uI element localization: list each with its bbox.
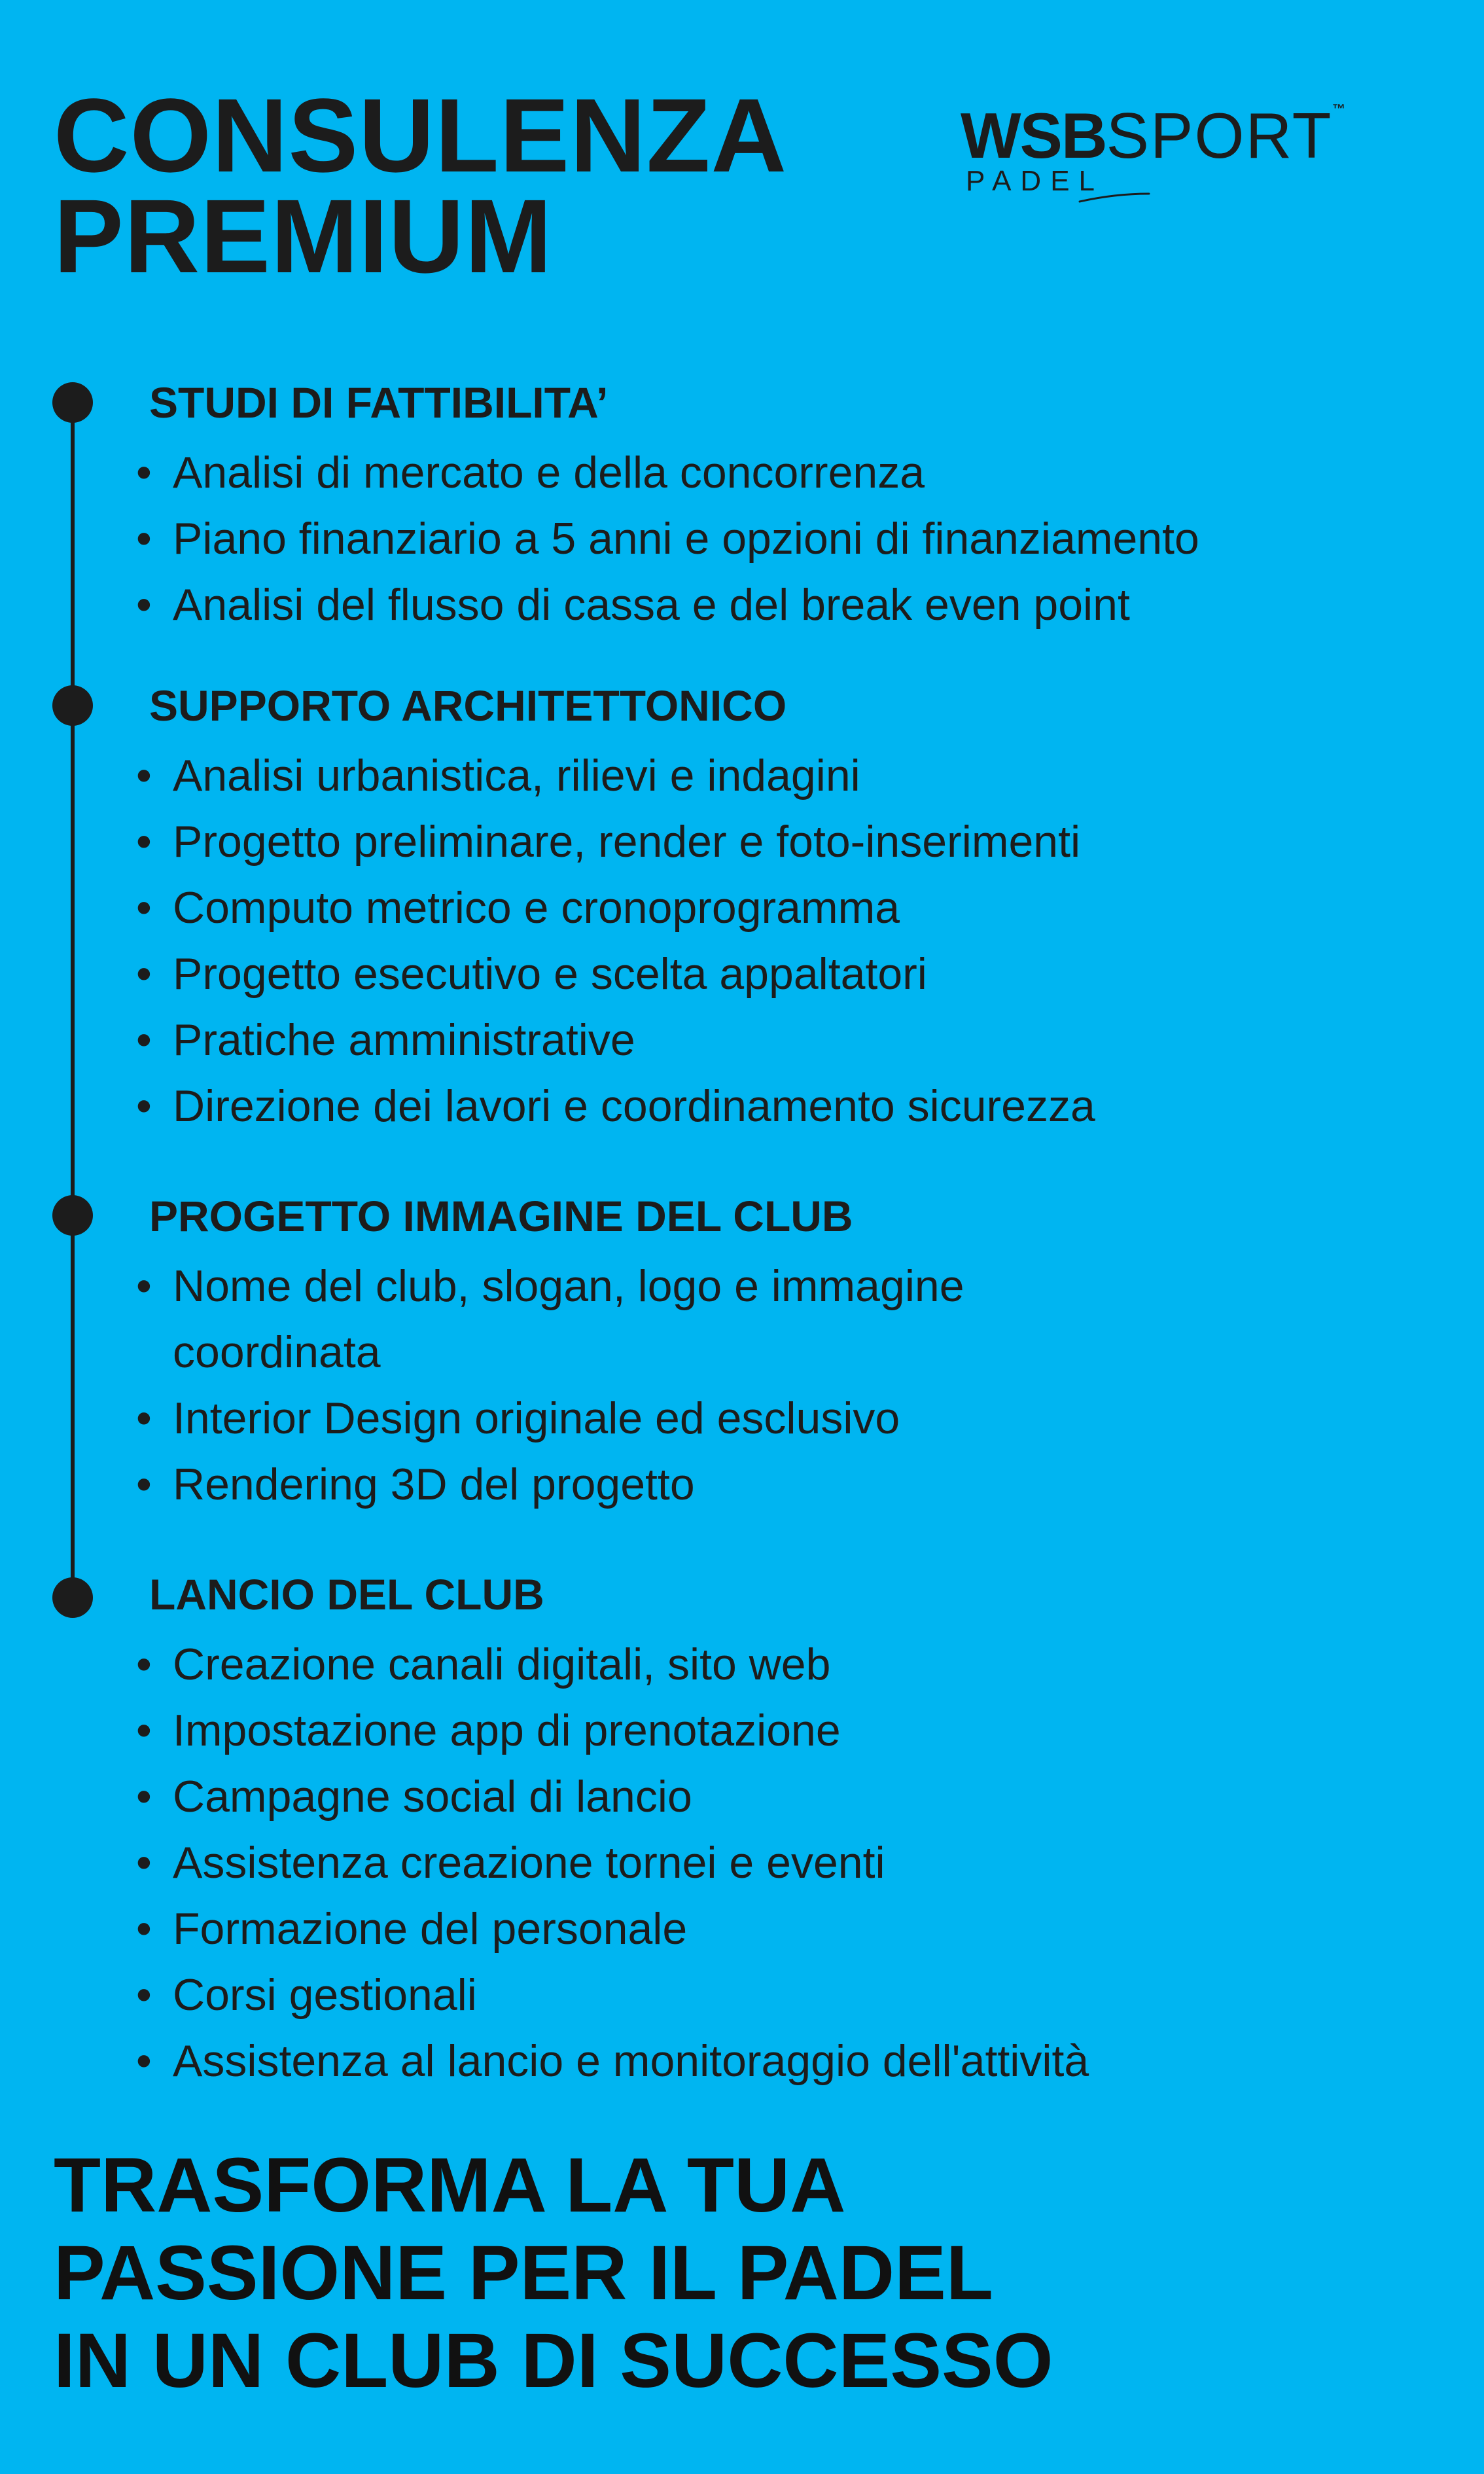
list-item-text: Nome del club, slogan, logo e immagine coordinata bbox=[173, 1261, 964, 1377]
list-item bbox=[136, 1830, 1089, 1896]
brand-logo-light: SPORT bbox=[1106, 99, 1333, 171]
list-item bbox=[136, 1896, 1089, 1962]
bullet-icon: • bbox=[136, 580, 152, 630]
page-title-line-1: CONSULENZA bbox=[54, 77, 788, 194]
list-item-text: Creazione canali digitali, sito web bbox=[173, 1640, 831, 1689]
list-item-text: Interior Design originale ed esclusivo bbox=[173, 1393, 900, 1443]
list-item bbox=[136, 1253, 1128, 1386]
list-item-text: Piano finanziario a 5 anni e opzioni di finanziamento bbox=[173, 514, 1199, 564]
timeline-dot-icon bbox=[52, 382, 93, 423]
list-item-text: Progetto esecutivo e scelta appaltatori bbox=[173, 949, 927, 999]
page-title bbox=[54, 77, 788, 295]
bullet-icon: • bbox=[136, 1706, 152, 1755]
brand-logo-trademark: ™ bbox=[1332, 102, 1345, 117]
bullet-icon: • bbox=[136, 1970, 152, 2020]
list-item-text: Rendering 3D del progetto bbox=[173, 1460, 695, 1509]
timeline-dot-icon bbox=[52, 1195, 93, 1236]
tagline bbox=[54, 2142, 1053, 2405]
brand-logo-subtitle: PADEL bbox=[966, 165, 1104, 197]
section-list-progetto-immagine bbox=[136, 1253, 1128, 1518]
bullet-icon: • bbox=[136, 2036, 152, 2086]
list-item bbox=[136, 1386, 1128, 1452]
list-item-text: Impostazione app di prenotazione bbox=[173, 1706, 841, 1755]
list-item-text: Formazione del personale bbox=[173, 1904, 688, 1954]
list-item-text: Corsi gestionali bbox=[173, 1970, 477, 2020]
section-list-supporto-architettonico bbox=[136, 743, 1095, 1139]
list-item-text: Assistenza al lancio e monitoraggio dell'attività bbox=[173, 2036, 1089, 2086]
tagline-line-3: IN UN CLUB DI SUCCESSO bbox=[54, 2318, 1053, 2404]
timeline-dot-icon bbox=[52, 1577, 93, 1618]
list-item-text: Analisi del flusso di cassa e del break even point bbox=[173, 580, 1130, 630]
logo-swoosh-icon bbox=[1078, 191, 1150, 204]
section-list-lancio-club bbox=[136, 1632, 1089, 2094]
list-item-text: Pratiche amministrative bbox=[173, 1015, 635, 1065]
list-item bbox=[136, 440, 1199, 506]
list-item bbox=[136, 809, 1095, 875]
list-item-text: Campagne social di lancio bbox=[173, 1772, 692, 1821]
brand-logo-wordmark bbox=[961, 99, 1332, 171]
bullet-icon: • bbox=[136, 1640, 152, 1689]
bullet-icon: • bbox=[136, 1393, 152, 1443]
list-item bbox=[136, 743, 1095, 809]
list-item-text: Computo metrico e cronoprogramma bbox=[173, 883, 900, 933]
bullet-icon: • bbox=[136, 1081, 152, 1131]
list-item bbox=[136, 875, 1095, 941]
bullet-icon: • bbox=[136, 1772, 152, 1821]
bullet-icon: • bbox=[136, 883, 152, 933]
list-item bbox=[136, 1452, 1128, 1518]
section-heading-studi-fattibilita: STUDI DI FATTIBILITA’ bbox=[149, 378, 609, 427]
bullet-icon: • bbox=[136, 514, 152, 564]
page-title-line-2: PREMIUM bbox=[54, 177, 553, 295]
list-item bbox=[136, 1698, 1089, 1764]
section-heading-lancio-club: LANCIO DEL CLUB bbox=[149, 1570, 544, 1619]
brand-logo-bold: WSB bbox=[961, 99, 1106, 171]
list-item-text: Assistenza creazione tornei e eventi bbox=[173, 1838, 885, 1888]
section-heading-progetto-immagine: PROGETTO IMMAGINE DEL CLUB bbox=[149, 1192, 853, 1240]
brand-logo bbox=[961, 99, 1353, 204]
bullet-icon: • bbox=[136, 448, 152, 497]
list-item bbox=[136, 572, 1199, 638]
bullet-icon: • bbox=[136, 1460, 152, 1509]
list-item bbox=[136, 941, 1095, 1007]
bullet-icon: • bbox=[136, 1904, 152, 1954]
section-list-studi-fattibilita bbox=[136, 440, 1199, 638]
list-item-text: Progetto preliminare, render e foto-inserimenti bbox=[173, 817, 1081, 867]
tagline-line-2: PASSIONE PER IL PADEL bbox=[54, 2230, 993, 2316]
list-item bbox=[136, 1073, 1095, 1139]
bullet-icon: • bbox=[136, 1838, 152, 1888]
timeline-dot-icon bbox=[52, 685, 93, 726]
list-item bbox=[136, 1632, 1089, 1698]
list-item bbox=[136, 506, 1199, 572]
bullet-icon: • bbox=[136, 751, 152, 800]
list-item bbox=[136, 1007, 1095, 1073]
list-item-text: Analisi urbanistica, rilievi e indagini bbox=[173, 751, 860, 800]
section-heading-supporto-architettonico: SUPPORTO ARCHITETTONICO bbox=[149, 681, 787, 730]
tagline-line-1: TRASFORMA LA TUA bbox=[54, 2142, 846, 2229]
list-item bbox=[136, 1962, 1089, 2028]
list-item-text: Analisi di mercato e della concorrenza bbox=[173, 448, 925, 497]
bullet-icon: • bbox=[136, 1015, 152, 1065]
list-item bbox=[136, 2028, 1089, 2094]
timeline-line bbox=[71, 401, 75, 1598]
list-item-text: Direzione dei lavori e coordinamento sicurezza bbox=[173, 1081, 1095, 1131]
bullet-icon: • bbox=[136, 1261, 152, 1311]
bullet-icon: • bbox=[136, 949, 152, 999]
list-item bbox=[136, 1764, 1089, 1830]
bullet-icon: • bbox=[136, 817, 152, 867]
